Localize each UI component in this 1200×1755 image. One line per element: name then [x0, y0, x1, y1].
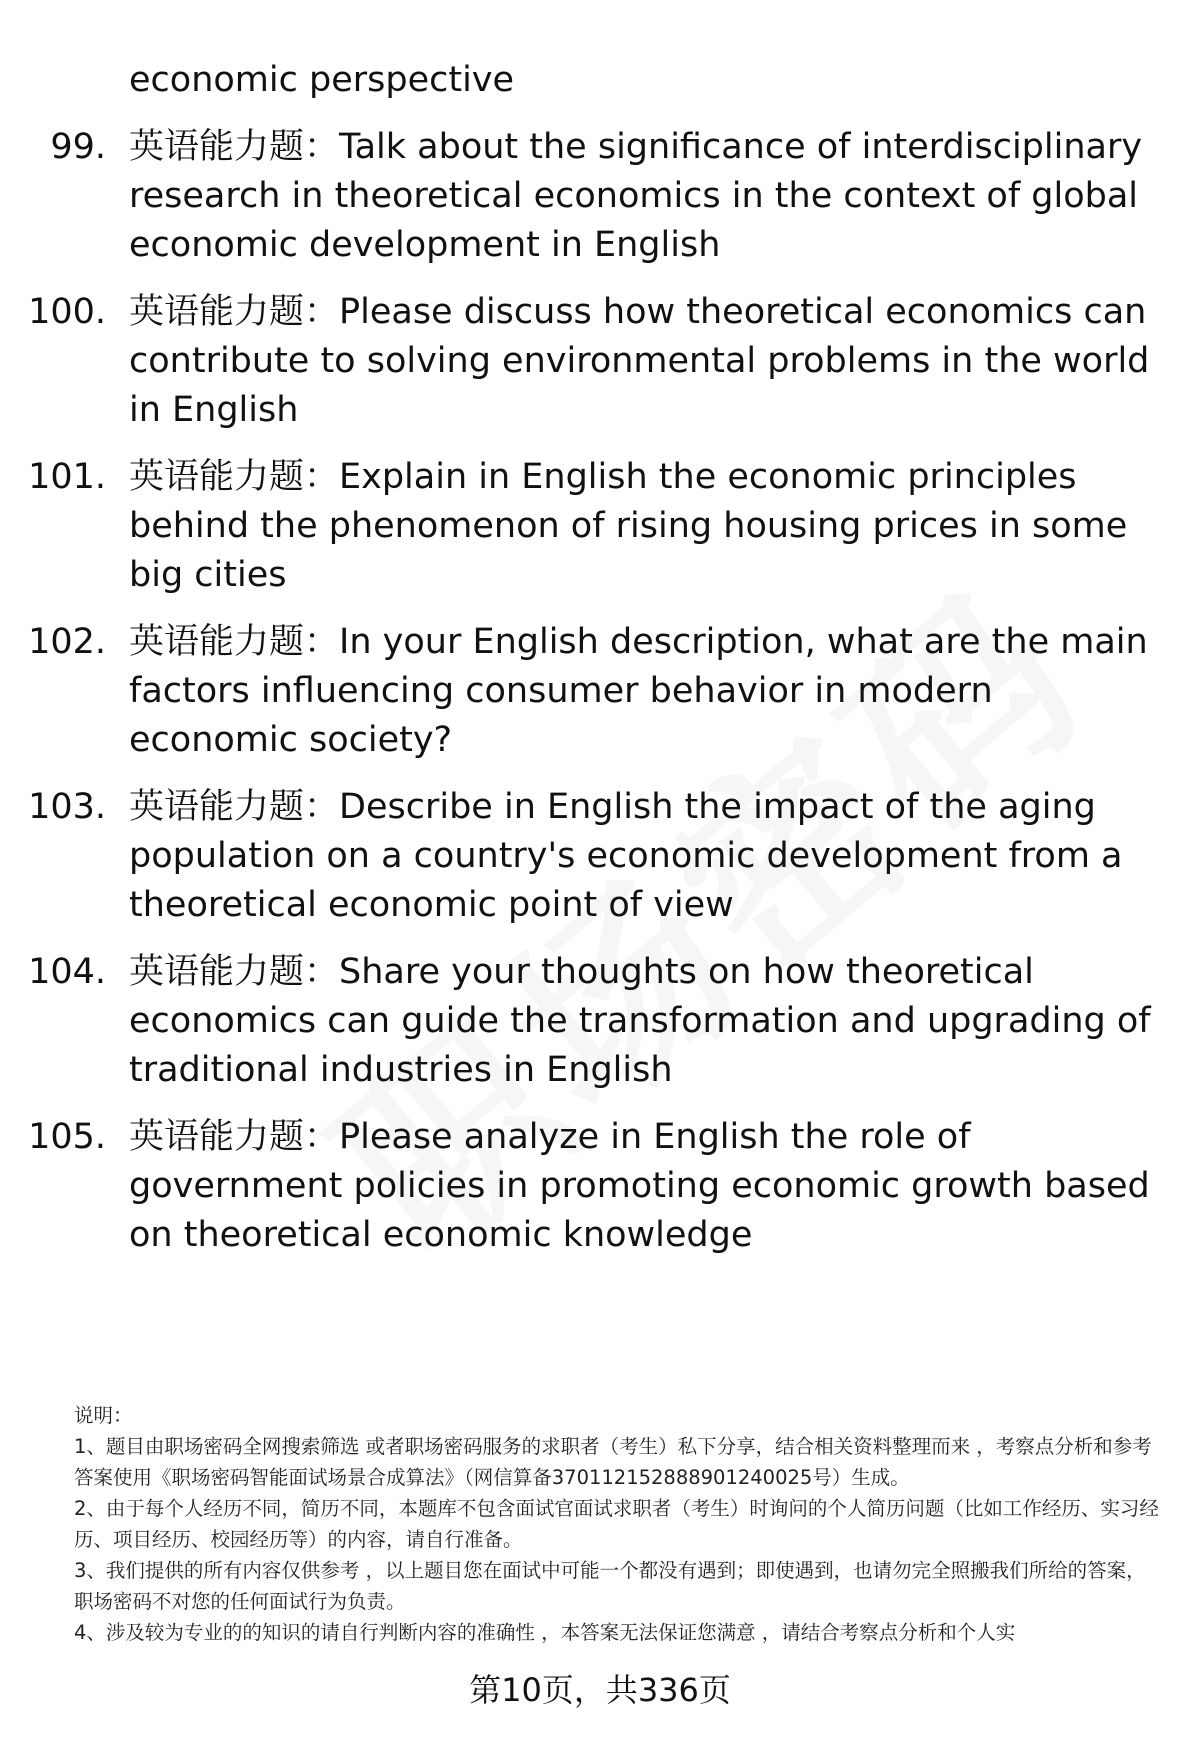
question-text: Explain in English the economic principles behind the phenomenon of rising housing prices in some big cities — [129, 457, 1128, 595]
question-number: 105. — [28, 1117, 106, 1157]
question-text: In your English description, what are the main factors influencing consumer behavior in modern economic society? — [129, 622, 1148, 760]
note-item: 3、我们提供的所有内容仅供参考 ，以上题目您在面试中可能一个都没有遇到；即使遇到，也请勿完全照搬我们所给的答案，职场密码不对您的任何面试行为负责。 — [74, 1559, 1146, 1613]
question-text: Please discuss how theoretical economics can contribute to solving environmental problems in the world in English — [129, 292, 1150, 430]
question-item — [0, 618, 1200, 765]
note-item: 1、题目由职场密码全网搜索筛选 或者职场密码服务的求职者（考生）私下分享，结合相关资料整理而来 ，考察点分析和参考答案使用《职场密码智能面试场景合成算法》（网信算备370112152888901240025号）生成。 — [74, 1435, 1152, 1489]
notes-heading: 说明： — [74, 1404, 133, 1427]
continued-question-text: economic perspective — [129, 60, 515, 100]
question-item — [0, 288, 1200, 435]
question-list — [0, 123, 1200, 1260]
page-number: 第10页，共336页 — [0, 1670, 1200, 1710]
question-text: Describe in English the impact of the aging population on a country's economic development from a theoretical economic point of view — [129, 787, 1123, 925]
question-prefix: 英语能力题： — [129, 1117, 340, 1157]
question-body — [129, 288, 1159, 435]
question-item — [0, 1113, 1200, 1260]
question-prefix: 英语能力题： — [129, 787, 340, 827]
note-item: 4、涉及较为专业的的知识的请自行判断内容的准确性 ，本答案无法保证您满意 ，请结合考察点分析和个人实 — [74, 1621, 1016, 1644]
notes-section — [74, 1400, 1164, 1648]
note-item: 2、由于每个人经历不同，简历不同，本题库不包含面试官面试求职者（考生）时询问的个人简历问题（比如工作经历、实习经历、项目经历、校园经历等）的内容，请自行准备。 — [74, 1497, 1159, 1551]
question-prefix: 英语能力题： — [129, 127, 340, 167]
question-text: Talk about the significance of interdisciplinary research in theoretical economics in the context of global economic development in English — [129, 127, 1143, 265]
question-content — [0, 56, 1200, 1278]
question-body — [129, 1113, 1159, 1260]
question-body — [129, 453, 1159, 600]
question-number: 102. — [28, 622, 106, 662]
question-number: 101. — [28, 457, 106, 497]
question-number: 104. — [28, 952, 106, 992]
question-number: 103. — [28, 787, 106, 827]
question-number: 100. — [28, 292, 106, 332]
question-item — [0, 453, 1200, 600]
question-prefix: 英语能力题： — [129, 457, 340, 497]
question-item — [0, 783, 1200, 930]
question-prefix: 英语能力题： — [129, 292, 340, 332]
question-text: Share your thoughts on how theoretical economics can guide the transformation and upgrading of traditional industries in English — [129, 952, 1151, 1090]
question-body — [129, 123, 1159, 270]
question-prefix: 英语能力题： — [129, 622, 340, 662]
question-item — [0, 123, 1200, 270]
question-body — [129, 618, 1159, 765]
question-body — [129, 783, 1159, 930]
question-text: Please analyze in English the role of government policies in promoting economic growth based on theoretical economic knowledge — [129, 1117, 1150, 1255]
question-prefix: 英语能力题： — [129, 952, 340, 992]
question-body — [129, 948, 1159, 1095]
question-item — [0, 948, 1200, 1095]
question-number: 99. — [50, 127, 106, 167]
